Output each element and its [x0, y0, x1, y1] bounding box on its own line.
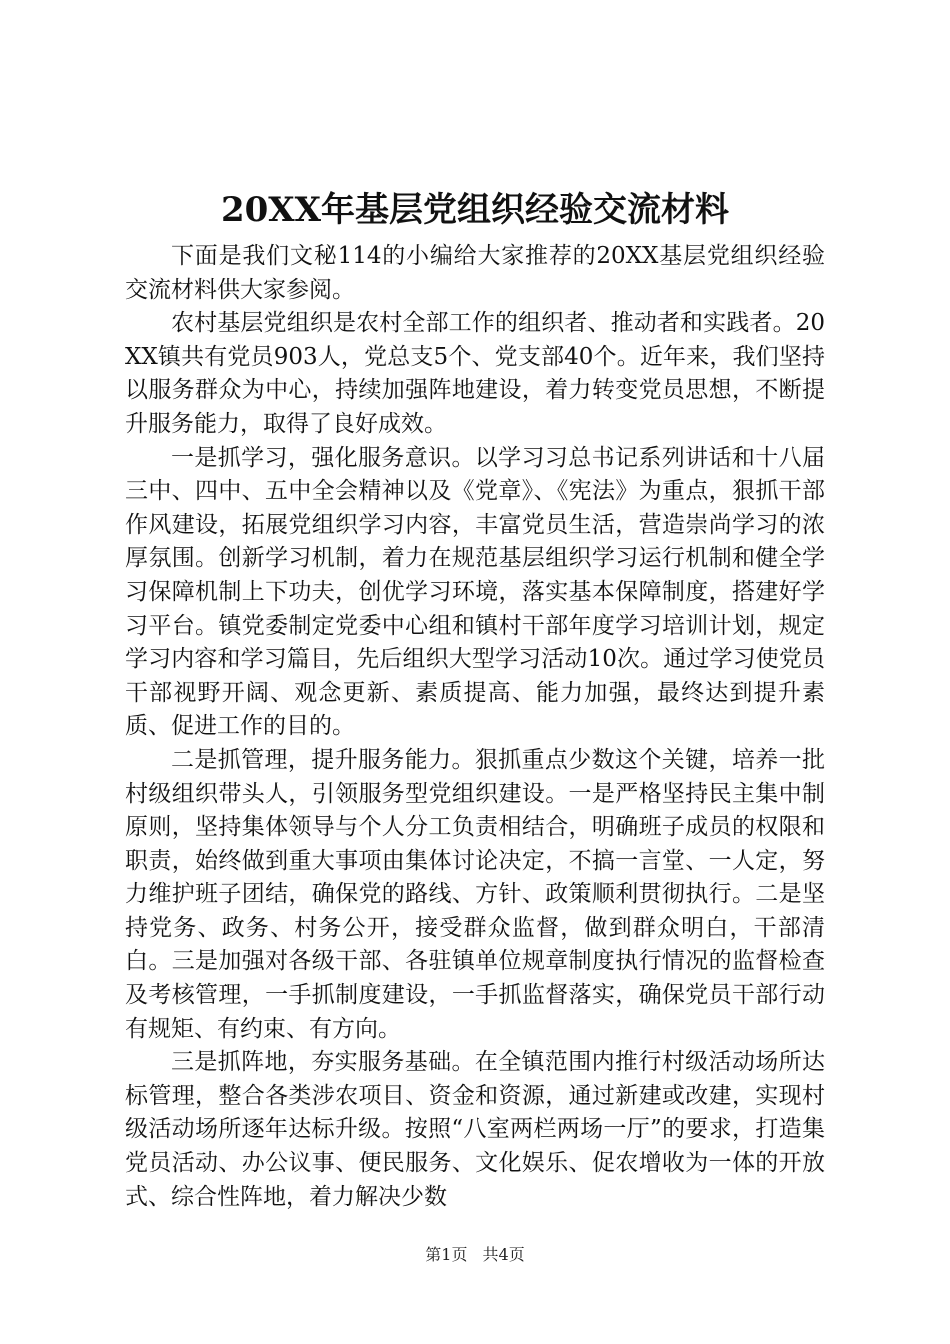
page-number: 第1页: [425, 1245, 468, 1264]
paragraph-study: 一是抓学习，强化服务意识。以学习习总书记系列讲话和十八届三中、四中、五中全会精神以及《党章》、《宪法》为重点，狠抓干部作风建设，拓展党组织学习内容，丰富党员生活，营造崇尚学习的浓厚氛围。创新学习机制，着力在规范基层组织学习运行机制和健全学习保障机制上下功夫，创优学习环境，落实基本保障制度，搭建好学习平台。镇党委制定党委中心组和镇村干部年度学习培训计划，规定学习内容和学习篇目，先后组织大型学习活动10次。通过学习使党员干部视野开阔、观念更新、素质提高、能力加强，最终达到提升素质、促进工作的目的。: [125, 444, 825, 740]
paragraph-management: 二是抓管理，提升服务能力。狠抓重点少数这个关键，培养一批村级组织带头人，引领服务型党组织建设。一是严格坚持民主集中制原则，坚持集体领导与个人分工负责相结合，明确班子成员的权限和职责，始终做到重大事项由集体讨论决定，不搞一言堂、一人定，努力维护班子团结，确保党的路线、方针、政策顺利贯彻执行。二是坚持党务、政务、村务公开，接受群众监督，做到群众明白，干部清白。三是加强对各级干部、各驻镇单位规章制度执行情况的监督检查及考核管理，一手抓制度建设，一手抓监督落实，确保党员干部行动有规矩、有约束、有方向。: [125, 746, 825, 1042]
document-title: 20XX年基层党组织经验交流材料: [220, 190, 730, 230]
document-body: [125, 240, 825, 1214]
page-total: 共4页: [482, 1245, 525, 1264]
page-footer: [0, 1244, 950, 1266]
paragraph-position: 三是抓阵地，夯实服务基础。在全镇范围内推行村级活动场所达标管理，整合各类涉农项目、资金和资源，通过新建或改建，实现村级活动场所逐年达标升级。按照“八室两栏两场一厅”的要求，打造集党员活动、办公议事、便民服务、文化娱乐、促农增收为一体的开放式、综合性阵地，着力解决少数: [125, 1049, 825, 1210]
paragraph-intro: 下面是我们文秘114的小编给大家推荐的20XX基层党组织经验交流材料供大家参阅。: [125, 243, 825, 303]
paragraph-overview: 农村基层党组织是农村全部工作的组织者、推动者和实践者。20XX镇共有党员903人，党总支5个、党支部40个。近年来，我们坚持以服务群众为中心，持续加强阵地建设，着力转变党员思想，不断提升服务能力，取得了良好成效。: [125, 310, 825, 437]
